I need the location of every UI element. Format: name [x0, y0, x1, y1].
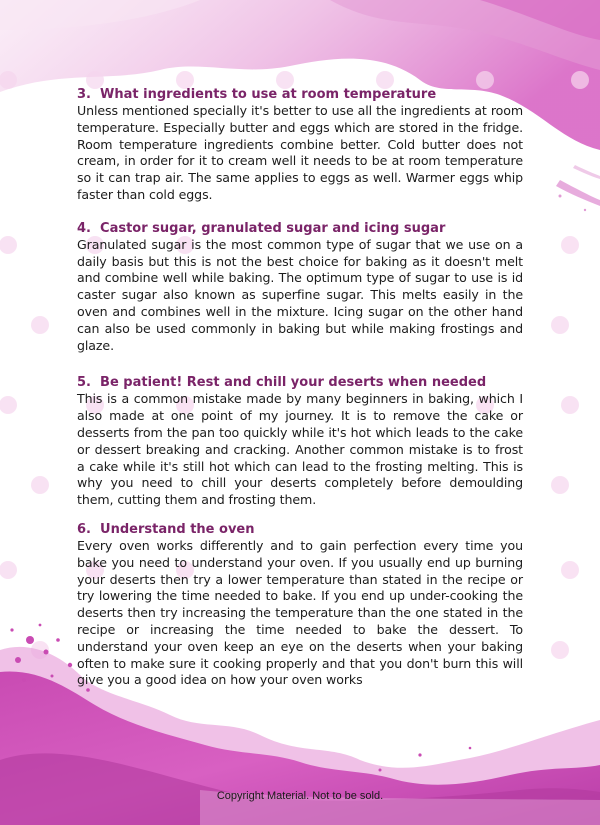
section-number: 6. [77, 521, 91, 537]
copyright-footer: Copyright Material. Not to be sold. [216, 790, 384, 802]
section-body: Granulated sugar is the most common type of sugar that we use on a daily basis but this is not the best choice for baking as it doesn't melt and combine well while baking. The optimum type of sugar to use is id caster sugar also known as superfine sugar. This melts easily in the oven and combines well in the mixture. Icing sugar on the other hand can also be used commonly in baking but while making frostings and glaze. [77, 236, 523, 353]
section-be-patient [77, 374, 523, 509]
section-heading [77, 521, 523, 538]
section-number: 3. [77, 87, 91, 102]
article-content [77, 86, 523, 689]
section-body: This is a common mistake made by many beginners in baking, which I also made at one point of my journey. It is to remove the cake or desserts from the pan too quickly while it's hot which leads to the cake or dessert breaking and cracking. Another common mistake is to frost a cake while it's still hot which can lead to the frosting melting. This is why you need to chill your deserts completely before demoulding them, cutting them and frosting them. [77, 391, 523, 508]
section-understand-oven [77, 521, 523, 689]
right-streaks [556, 165, 600, 211]
section-heading [77, 220, 523, 237]
section-heading [77, 86, 523, 103]
section-sugar-types [77, 220, 523, 355]
section-title: Castor sugar, granulated sugar and icing sugar [100, 220, 446, 236]
section-title: Understand the oven [100, 521, 255, 537]
section-number: 5. [77, 375, 91, 391]
section-body: Unless mentioned specially it's better to use all the ingredients at room temperature. Especially butter and eggs which are stored in the fridge. Room temperature ingredients combine better. Cold butter does not cream, in order for it to cream well it needs to be at room temperature so it can trap air. The same applies to eggs as well. Warmer eggs whip faster than cold eggs. [77, 103, 523, 202]
section-room-temperature [77, 86, 523, 204]
section-body: Every oven works differently and to gain perfection every time you bake you need to understand your oven. If you usually end up burning your deserts then try a lower temperature than stated in the recipe or try lowering the time needed to bake. If you end up under-cooking the deserts then try increasing the temperature than the one stated in the recipe or increasing the time needed to bake the dessert. To understand your oven keep an eye on the deserts when your baking often to make sure it cooking properly and that you don't burn this will give you a good idea on how your oven works [77, 537, 523, 688]
section-title: Be patient! Rest and chill your deserts when needed [100, 375, 487, 391]
section-number: 4. [77, 220, 91, 236]
section-title: What ingredients to use at room temperature [100, 87, 437, 102]
section-heading [77, 374, 523, 391]
